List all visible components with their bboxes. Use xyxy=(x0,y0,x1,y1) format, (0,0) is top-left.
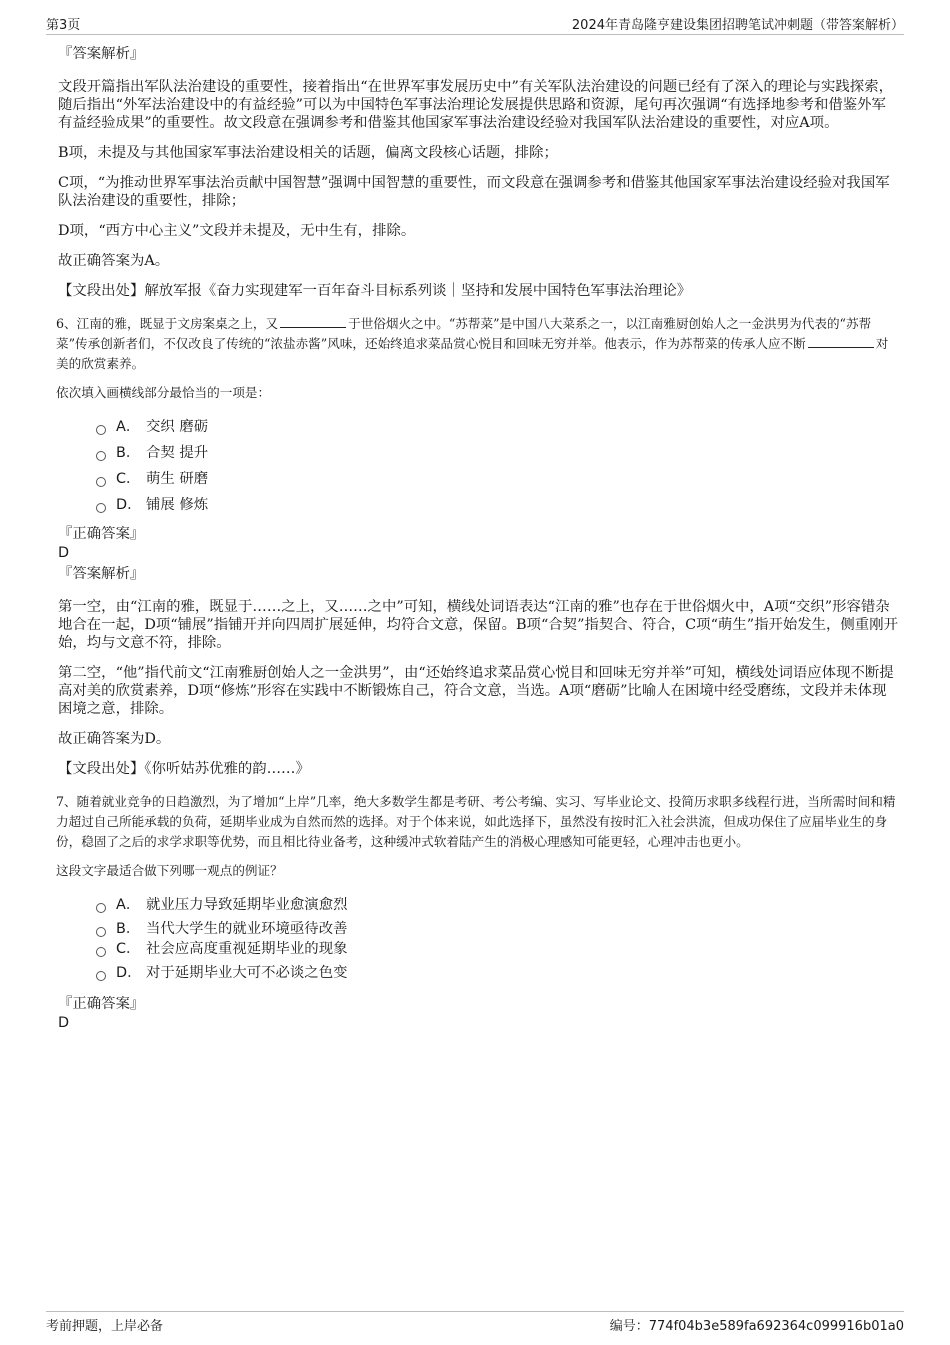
question-6-stem xyxy=(56,314,898,374)
option-text: 铺展 修炼 xyxy=(146,497,209,513)
analysis-paragraph: 第一空，由“江南的雅，既显于……之上，又……之中”可知，横线处词语表达“江南的雅”也存在于世俗烟火中，A项“交织”形容错杂地合在一起，D项“铺展”指铺开并向四周扩展延伸，均符合文意，保留。B项“合契”指契合、符合，C项“萌生”指开始发生，侧重刚开始，均与文意不符，排除。 xyxy=(58,599,898,651)
radio-icon[interactable] xyxy=(96,451,106,461)
option-text: 就业压力导致延期毕业愈演愈烈 xyxy=(146,897,348,913)
document-id: 编号：774f04b3e589fa692364c099916b01a0 xyxy=(609,1319,904,1334)
analysis-paragraph: C项，“为推动世界军事法治贡献中国智慧”强调中国智慧的重要性，而文段意在强调参考和借鉴其他国家军事法治建设经验对我国军队法治建设的重要性，排除； xyxy=(58,175,890,209)
option-letter: A． xyxy=(116,419,141,435)
question-7-stem: 7、随着就业竞争的日趋激烈，为了增加“上岸”几率，绝大多数学生都是考研、考公考编、实习、写毕业论文、投简历求职多线程行进，当所需时间和精力超过自己所能承载的负荷，延期毕业成为自然而然的选择。对于个体来说，如此选择下，虽然没有按时汇入社会洪流，但成功保住了应届毕业生的身份，稳固了之后的求学求职等优势，而且相比待业备考，这种缓冲式软着陆产生的消极心理感知可能更轻，心理冲击也更小。 xyxy=(56,794,896,849)
radio-icon[interactable] xyxy=(96,971,106,981)
option-letter: B． xyxy=(116,921,141,937)
page-header xyxy=(46,14,904,35)
correct-answer: D xyxy=(58,545,70,561)
option-letter: D． xyxy=(116,497,142,513)
option-text: 对于延期毕业大可不必谈之色变 xyxy=(146,965,348,981)
option-d[interactable] xyxy=(96,958,898,988)
analysis-label: 『答案解析』 xyxy=(58,566,145,582)
radio-icon[interactable] xyxy=(96,477,106,487)
page-number: 第3页 xyxy=(46,18,81,33)
correct-answer-label: 『正确答案』 xyxy=(58,996,145,1012)
analysis-paragraph: 文段开篇指出军队法治建设的重要性，接着指出“在世界军事发展历史中”有关军队法治建设的问题已经有了深入的理论与实践探索，随后指出“外军法治建设中的有益经验”可以为中国特色军事法治理论发展提供思路和资源，尾句再次强调“有选择地参考和借鉴外军有益经验成果”的重要性。故文段意在强调参考和借鉴其他国家军事法治建设经验对我国军队法治建设的重要性，对应A项。 xyxy=(58,79,893,131)
page-footer xyxy=(46,1311,904,1334)
option-b[interactable] xyxy=(96,440,898,466)
option-a[interactable] xyxy=(96,892,898,918)
analysis-label: 『答案解析』 xyxy=(58,46,145,62)
option-c[interactable] xyxy=(96,466,898,492)
final-answer-line: 故正确答案为D。 xyxy=(58,731,171,747)
question-6-options xyxy=(96,414,898,518)
option-letter: C． xyxy=(116,941,141,957)
question-7-prompt: 这段文字最适合做下列哪一观点的例证？ xyxy=(56,863,283,878)
option-letter: A． xyxy=(116,897,141,913)
page-content xyxy=(56,44,898,1034)
document-title: 2024年青岛隆亨建设集团招聘笔试冲刺题（带答案解析） xyxy=(571,18,904,33)
analysis-paragraph: 第二空，“他”指代前文“江南雅厨创始人之一金洪男”，由“还始终追求菜品赏心悦目和回味无穷并举”可知，横线处词语应体现不断提高对美的欣赏素养，D项“修炼”形容在实践中不断锻炼自己，符合文意，当选。A项“磨砺”比喻人在困境中经受磨练，文段并未体现困境之意，排除。 xyxy=(58,665,894,717)
question-text: 于世俗烟火之中。“苏帮菜”是中国八大菜系之一，以江南雅厨创始人之一金洪男为代表的“苏帮菜”传承创新者们，不仅改良了传统的“浓盐赤酱”风味，还始终追求菜品赏心悦目和回味无穷并举。他表示，作为苏帮菜的传承人应不断 xyxy=(56,316,872,351)
question-text: 6、江南的雅，既显于文房案桌之上，又 xyxy=(56,316,279,331)
option-text: 合契 提升 xyxy=(146,445,209,461)
option-text: 萌生 研磨 xyxy=(146,471,209,487)
source-line: 【文段出处】《你听姑苏优雅的韵……》 xyxy=(58,761,310,777)
option-letter: D． xyxy=(116,965,142,981)
option-letter: C． xyxy=(116,471,141,487)
option-d[interactable] xyxy=(96,492,898,518)
option-letter: B． xyxy=(116,445,141,461)
question-text: 对美的欣赏素养。 xyxy=(56,336,889,371)
option-text: 交织 磨砺 xyxy=(146,419,209,435)
fill-blank xyxy=(280,315,346,328)
footer-slogan: 考前押题，上岸必备 xyxy=(46,1319,164,1334)
question-6-prompt: 依次填入画横线部分最恰当的一项是： xyxy=(56,385,271,400)
correct-answer: D xyxy=(58,1015,70,1031)
final-answer-line: 故正确答案为A。 xyxy=(58,253,170,269)
question-7-options xyxy=(96,892,898,988)
source-line: 【文段出处】解放军报《奋力实现建军一百年奋斗目标系列谈｜坚持和发展中国特色军事法治理论》 xyxy=(58,283,692,299)
radio-icon[interactable] xyxy=(96,947,106,957)
option-text: 当代大学生的就业环境亟待改善 xyxy=(146,921,348,937)
correct-answer-label: 『正确答案』 xyxy=(58,526,145,542)
analysis-paragraph: B项，未提及与其他国家军事法治建设相关的话题，偏离文段核心话题，排除； xyxy=(58,145,558,161)
option-c[interactable] xyxy=(96,940,898,958)
analysis-paragraph: D项，“西方中心主义”文段并未提及，无中生有，排除。 xyxy=(58,223,416,239)
radio-icon[interactable] xyxy=(96,425,106,435)
radio-icon[interactable] xyxy=(96,503,106,513)
fill-blank xyxy=(808,335,874,348)
option-a[interactable] xyxy=(96,414,898,440)
radio-icon[interactable] xyxy=(96,927,106,937)
option-text: 社会应高度重视延期毕业的现象 xyxy=(146,941,348,957)
option-b[interactable] xyxy=(96,918,898,940)
radio-icon[interactable] xyxy=(96,903,106,913)
